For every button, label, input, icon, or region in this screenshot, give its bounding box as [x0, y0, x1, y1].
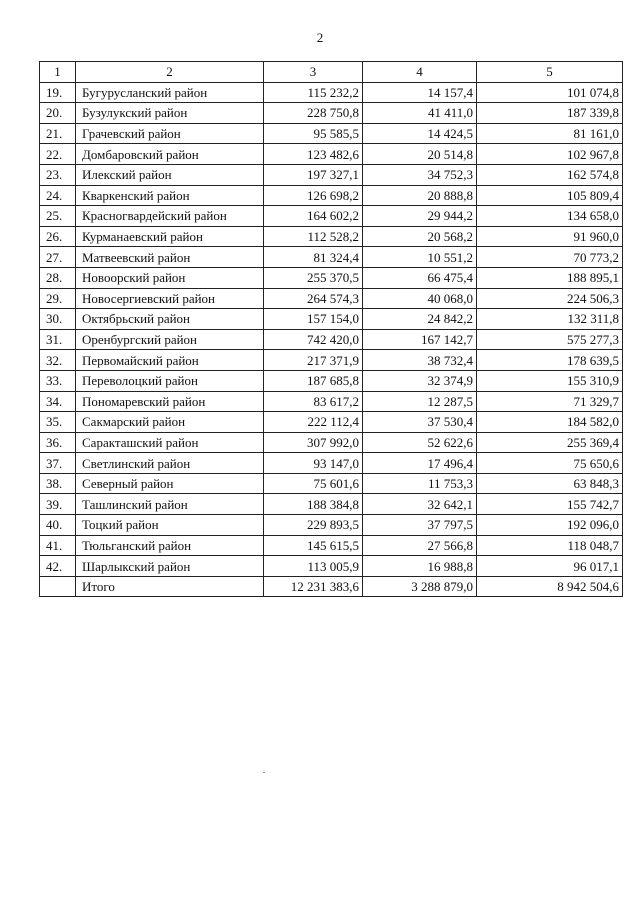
value-col-5: 575 277,3: [477, 329, 623, 350]
district-name: Кваркенский район: [76, 185, 264, 206]
value-col-5: 184 582,0: [477, 412, 623, 433]
district-name: Октябрьский район: [76, 309, 264, 330]
value-col-4: 14 157,4: [363, 82, 477, 103]
table-row: [40, 82, 623, 103]
row-number: [40, 576, 76, 597]
row-number: 35.: [40, 412, 76, 433]
row-number: 34.: [40, 391, 76, 412]
value-col-4: 32 642,1: [363, 494, 477, 515]
value-col-5: 132 311,8: [477, 309, 623, 330]
value-col-5: 102 967,8: [477, 144, 623, 165]
scan-speck: [263, 772, 265, 773]
value-col-3: 264 574,3: [264, 288, 363, 309]
column-header: 3: [264, 62, 363, 83]
table-row: [40, 535, 623, 556]
value-col-5: 255 369,4: [477, 432, 623, 453]
value-col-5: 70 773,2: [477, 247, 623, 268]
value-col-3: 307 992,0: [264, 432, 363, 453]
value-col-3: 123 482,6: [264, 144, 363, 165]
row-number: 42.: [40, 556, 76, 577]
table-row: [40, 144, 623, 165]
table-row: [40, 226, 623, 247]
value-col-4: 20 888,8: [363, 185, 477, 206]
table-row: [40, 103, 623, 124]
value-col-3: 228 750,8: [264, 103, 363, 124]
value-col-4: 41 411,0: [363, 103, 477, 124]
district-name: Илекский район: [76, 164, 264, 185]
value-col-4: 20 568,2: [363, 226, 477, 247]
row-number: 30.: [40, 309, 76, 330]
value-col-4: 37 530,4: [363, 412, 477, 433]
value-col-5: 155 742,7: [477, 494, 623, 515]
district-name: Бугурусланский район: [76, 82, 264, 103]
row-number: 25.: [40, 206, 76, 227]
value-col-5: 192 096,0: [477, 515, 623, 536]
value-col-3: 112 528,2: [264, 226, 363, 247]
district-name: Домбаровский район: [76, 144, 264, 165]
table-row: [40, 515, 623, 536]
district-name: Первомайский район: [76, 350, 264, 371]
row-number: 31.: [40, 329, 76, 350]
table-row: [40, 164, 623, 185]
value-col-5: 96 017,1: [477, 556, 623, 577]
value-col-3: 75 601,6: [264, 473, 363, 494]
row-number: 38.: [40, 473, 76, 494]
table-row: [40, 185, 623, 206]
row-number: 20.: [40, 103, 76, 124]
value-col-3: 83 617,2: [264, 391, 363, 412]
table-row: [40, 370, 623, 391]
value-col-4: 167 142,7: [363, 329, 477, 350]
row-number: 23.: [40, 164, 76, 185]
value-col-4: 29 944,2: [363, 206, 477, 227]
table-row: [40, 267, 623, 288]
value-col-4: 14 424,5: [363, 123, 477, 144]
column-header: 2: [76, 62, 264, 83]
table-row: [40, 391, 623, 412]
value-col-3: 222 112,4: [264, 412, 363, 433]
value-col-4: 11 753,3: [363, 473, 477, 494]
table-row: [40, 288, 623, 309]
table-row: [40, 350, 623, 371]
value-col-5: 162 574,8: [477, 164, 623, 185]
value-col-4: 10 551,2: [363, 247, 477, 268]
value-col-3: 113 005,9: [264, 556, 363, 577]
row-number: 29.: [40, 288, 76, 309]
value-col-5: 118 048,7: [477, 535, 623, 556]
district-name: Матвеевский район: [76, 247, 264, 268]
table-row: [40, 412, 623, 433]
row-number: 19.: [40, 82, 76, 103]
page-number: 2: [316, 30, 324, 45]
value-col-5: 63 848,3: [477, 473, 623, 494]
row-number: 27.: [40, 247, 76, 268]
column-header: 4: [363, 62, 477, 83]
value-col-5: 105 809,4: [477, 185, 623, 206]
value-col-4: 37 797,5: [363, 515, 477, 536]
value-col-4: 32 374,9: [363, 370, 477, 391]
district-name: Итого: [76, 576, 264, 597]
value-col-4: 12 287,5: [363, 391, 477, 412]
district-name: Саракташский район: [76, 432, 264, 453]
value-col-4: 17 496,4: [363, 453, 477, 474]
value-col-4: 66 475,4: [363, 267, 477, 288]
value-col-3: 742 420,0: [264, 329, 363, 350]
table-row: [40, 494, 623, 515]
district-name: Бузулукский район: [76, 103, 264, 124]
row-number: 28.: [40, 267, 76, 288]
value-col-4: 3 288 879,0: [363, 576, 477, 597]
value-col-3: 188 384,8: [264, 494, 363, 515]
row-number: 41.: [40, 535, 76, 556]
row-number: 22.: [40, 144, 76, 165]
value-col-3: 93 147,0: [264, 453, 363, 474]
table-row: [40, 206, 623, 227]
table-row: [40, 329, 623, 350]
table-row: [40, 453, 623, 474]
district-name: Тюльганский район: [76, 535, 264, 556]
district-name: Шарлыкский район: [76, 556, 264, 577]
column-header: 1: [40, 62, 76, 83]
row-number: 39.: [40, 494, 76, 515]
value-col-5: 224 506,3: [477, 288, 623, 309]
value-col-3: 157 154,0: [264, 309, 363, 330]
row-number: 36.: [40, 432, 76, 453]
row-number: 21.: [40, 123, 76, 144]
value-col-5: 101 074,8: [477, 82, 623, 103]
value-col-3: 197 327,1: [264, 164, 363, 185]
district-budget-table: [39, 61, 623, 597]
district-name: Переволоцкий район: [76, 370, 264, 391]
row-number: 24.: [40, 185, 76, 206]
value-col-3: 187 685,8: [264, 370, 363, 391]
row-number: 32.: [40, 350, 76, 371]
value-col-3: 145 615,5: [264, 535, 363, 556]
value-col-5: 155 310,9: [477, 370, 623, 391]
district-name: Ташлинский район: [76, 494, 264, 515]
table-row: [40, 556, 623, 577]
value-col-5: 71 329,7: [477, 391, 623, 412]
row-number: 37.: [40, 453, 76, 474]
district-name: Тоцкий район: [76, 515, 264, 536]
value-col-5: 75 650,6: [477, 453, 623, 474]
district-name: Курманаевский район: [76, 226, 264, 247]
column-header: 5: [477, 62, 623, 83]
value-col-3: 164 602,2: [264, 206, 363, 227]
value-col-5: 91 960,0: [477, 226, 623, 247]
value-col-3: 229 893,5: [264, 515, 363, 536]
value-col-5: 81 161,0: [477, 123, 623, 144]
value-col-4: 40 068,0: [363, 288, 477, 309]
value-col-5: 8 942 504,6: [477, 576, 623, 597]
value-col-3: 95 585,5: [264, 123, 363, 144]
value-col-4: 27 566,8: [363, 535, 477, 556]
value-col-3: 126 698,2: [264, 185, 363, 206]
value-col-3: 81 324,4: [264, 247, 363, 268]
table-row: [40, 309, 623, 330]
value-col-4: 34 752,3: [363, 164, 477, 185]
district-name: Пономаревский район: [76, 391, 264, 412]
value-col-3: 115 232,2: [264, 82, 363, 103]
value-col-4: 20 514,8: [363, 144, 477, 165]
value-col-5: 188 895,1: [477, 267, 623, 288]
district-name: Красногвардейский район: [76, 206, 264, 227]
row-number: 40.: [40, 515, 76, 536]
total-row: [40, 576, 623, 597]
district-name: Грачевский район: [76, 123, 264, 144]
table-row: [40, 473, 623, 494]
value-col-5: 134 658,0: [477, 206, 623, 227]
district-name: Сакмарский район: [76, 412, 264, 433]
row-number: 26.: [40, 226, 76, 247]
value-col-3: 12 231 383,6: [264, 576, 363, 597]
value-col-5: 187 339,8: [477, 103, 623, 124]
row-number: 33.: [40, 370, 76, 391]
value-col-4: 24 842,2: [363, 309, 477, 330]
value-col-4: 52 622,6: [363, 432, 477, 453]
value-col-5: 178 639,5: [477, 350, 623, 371]
district-name: Оренбургский район: [76, 329, 264, 350]
table-body: [40, 82, 623, 597]
value-col-4: 38 732,4: [363, 350, 477, 371]
table-row: [40, 247, 623, 268]
header-row: [40, 62, 623, 83]
district-name: Новоорский район: [76, 267, 264, 288]
value-col-3: 255 370,5: [264, 267, 363, 288]
table-row: [40, 123, 623, 144]
district-name: Светлинский район: [76, 453, 264, 474]
district-name: Северный район: [76, 473, 264, 494]
district-name: Новосергиевский район: [76, 288, 264, 309]
value-col-3: 217 371,9: [264, 350, 363, 371]
table-row: [40, 432, 623, 453]
value-col-4: 16 988,8: [363, 556, 477, 577]
